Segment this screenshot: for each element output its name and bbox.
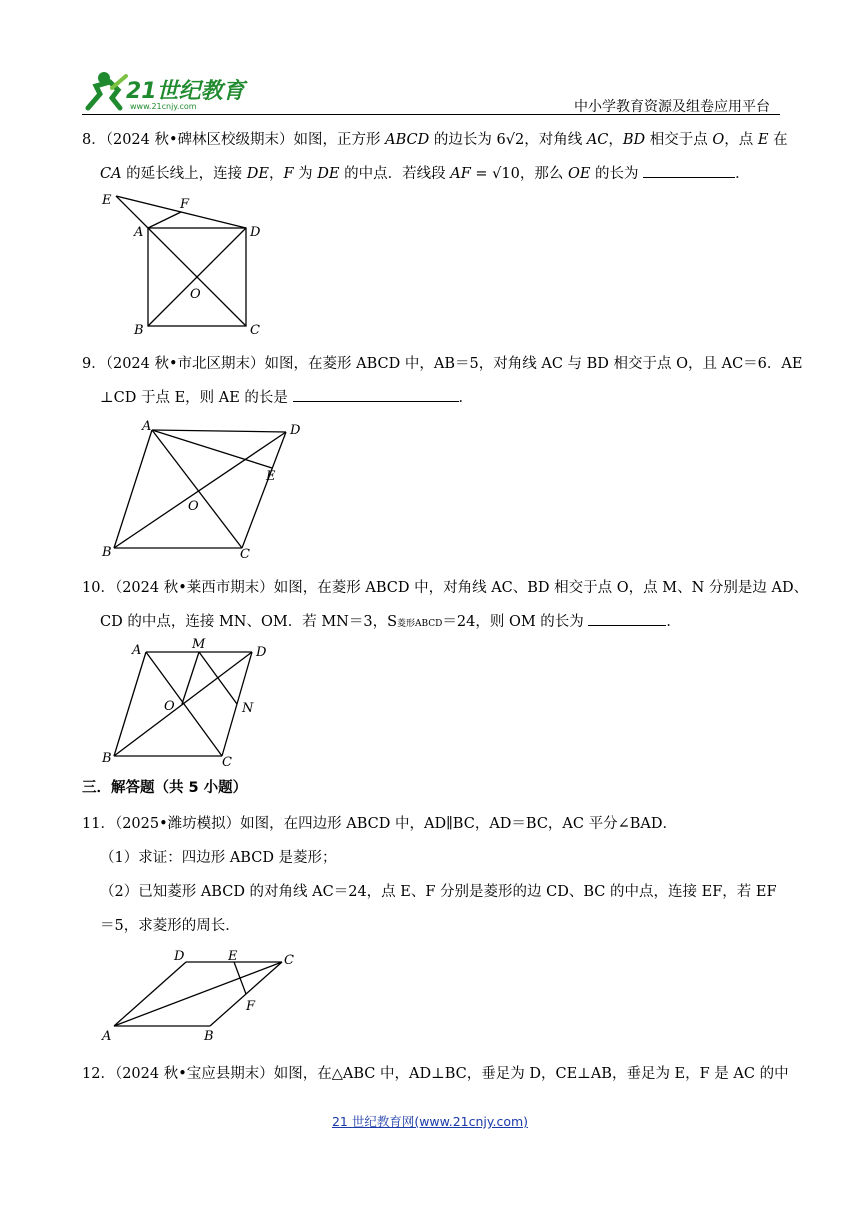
q8-label-E: E bbox=[102, 193, 112, 208]
q11-label-F: F bbox=[246, 999, 256, 1014]
q9-label-B: B bbox=[102, 545, 112, 560]
q8-label-A: A bbox=[134, 225, 144, 240]
q11-label-B: B bbox=[204, 1029, 214, 1044]
q8-label-B: B bbox=[134, 323, 144, 338]
q11-label-C: C bbox=[284, 953, 294, 968]
q10-line2: CD 的中点，连接 MN、OM．若 MN＝3，S菱形ABCD＝24，则 OM 的长为 ． bbox=[100, 610, 681, 631]
q11-part2-line1: （2）已知菱形 ABCD 的对角线 AC＝24，点 E、F 分别是菱形的边 CD、BC 的中点，连接 EF，若 EF bbox=[100, 884, 777, 900]
q10-label-B: B bbox=[102, 751, 112, 766]
q10-line1: 10．（2024 秋•莱西市期末）如图，在菱形 ABCD 中，对角线 AC、BD 相交于点 O，点 M、N 分别是边 AD、 bbox=[82, 580, 809, 596]
q8-line1: 8．（2024 秋•碑林区校级期末）如图，正方形 ABCD 的边长为 6√2，对角线 AC，BD 相交于点 O，点 E 在 bbox=[82, 132, 788, 148]
q9-answer-blank bbox=[293, 387, 459, 402]
q10-figure bbox=[96, 636, 286, 768]
q10-label-N: N bbox=[242, 701, 254, 716]
q11-part1: （1）求证：四边形 ABCD 是菱形； bbox=[100, 850, 337, 866]
q10-label-D: D bbox=[256, 645, 267, 660]
q11-figure bbox=[96, 944, 306, 1044]
q9-label-D: D bbox=[290, 423, 301, 438]
q8-label-O: O bbox=[190, 287, 201, 302]
logo-url: www.21cnjy.com bbox=[130, 102, 197, 111]
q9-figure bbox=[96, 416, 316, 562]
q9-line2: ⊥CD 于点 E，则 AE 的长是 ． bbox=[100, 386, 473, 407]
q9-line1: 9．（2024 秋•市北区期末）如图，在菱形 ABCD 中，AB＝5，对角线 AC 与 BD 相交于点 O，且 AC＝6．AE bbox=[82, 356, 803, 372]
q9-label-A: A bbox=[142, 419, 152, 434]
footer-link[interactable]: 21 世纪教育网(www.21cnjy.com) bbox=[331, 1114, 529, 1129]
q9-label-O: O bbox=[188, 499, 199, 514]
header-divider bbox=[82, 114, 780, 115]
q11-label-E: E bbox=[228, 949, 238, 964]
q12-line1: 12．（2024 秋•宝应县期末）如图，在△ABC 中，AD⊥BC，垂足为 D，CE⊥AB，垂足为 E，F 是 AC 的中 bbox=[82, 1066, 789, 1082]
logo bbox=[82, 68, 272, 114]
q9-label-C: C bbox=[240, 547, 250, 562]
q10-label-C: C bbox=[222, 755, 232, 768]
q11-line1: 11．（2025•潍坊模拟）如图，在四边形 ABCD 中，AD∥BC，AD＝BC，AC 平分∠BAD． bbox=[82, 816, 678, 832]
q8-figure bbox=[96, 188, 276, 340]
q10-label-O: O bbox=[164, 699, 175, 714]
q8-label-F: F bbox=[180, 197, 190, 212]
q10-label-M: M bbox=[192, 637, 206, 652]
q11-part2-line2: ＝5，求菱形的周长． bbox=[100, 918, 240, 934]
q8-line2: CA 的延长线上，连接 DE，F 为 DE 的中点．若线段 AF = √10，那么 OE 的长为 ． bbox=[100, 162, 750, 183]
q8-answer-blank bbox=[643, 163, 735, 178]
logo-text: 21世纪教育 bbox=[126, 79, 245, 104]
q9-label-E: E bbox=[266, 469, 276, 484]
section-heading: 三．解答题（共 5 小题） bbox=[82, 780, 248, 796]
q8-label-D: D bbox=[250, 225, 261, 240]
q8-label-C: C bbox=[250, 323, 260, 338]
q11-label-A: A bbox=[102, 1029, 112, 1044]
q10-answer-blank bbox=[588, 611, 666, 626]
q10-label-A: A bbox=[132, 643, 142, 658]
platform-name: 中小学教育资源及组卷应用平台 bbox=[574, 99, 770, 115]
q11-label-D: D bbox=[174, 949, 185, 964]
